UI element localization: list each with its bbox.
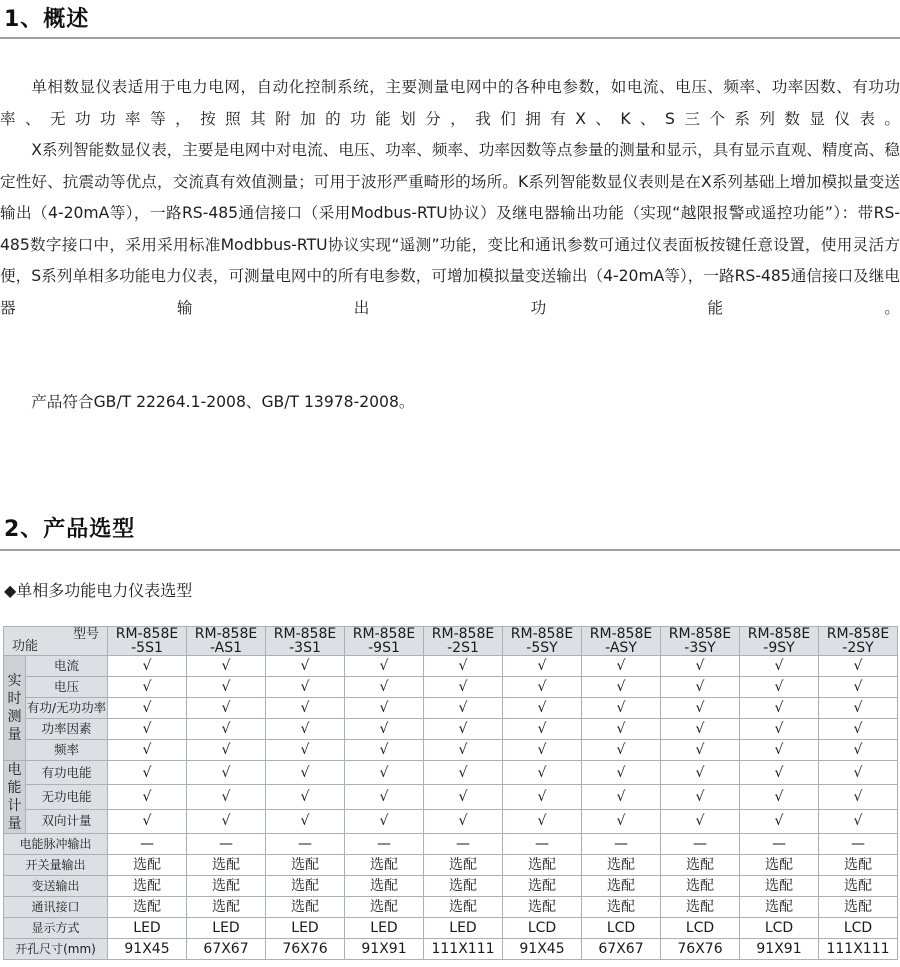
table-cell: 选配 [661,855,740,876]
table-cell: √ [740,656,819,677]
table-cell: LED [424,918,503,939]
table-cell: √ [266,719,345,740]
row-label: 开关量输出 [4,855,108,876]
table-cell: √ [503,809,582,833]
table-cell: 选配 [266,876,345,897]
table-cell: √ [819,719,898,740]
group-label-char: 能 [7,780,22,796]
paragraph-3: 产品符合GB/T 22264.1-2008、GB/T 13978-2008。 [31,393,415,411]
model-name: RM-858E [826,626,890,642]
table-cell: √ [187,698,266,719]
table-row [4,897,898,918]
table-cell: — [187,834,266,855]
table-cell: √ [266,677,345,698]
table-cell: √ [108,719,187,740]
table-cell: 111X111 [424,939,503,960]
table-cell: 91X91 [345,939,424,960]
model-selection-table [3,626,898,960]
table-cell: √ [424,761,503,785]
table-cell: √ [740,719,819,740]
table-row [4,677,898,698]
table-cell: 91X45 [503,939,582,960]
section-2-title: 2、产品选型 [4,517,136,542]
model-suffix: -2S1 [447,640,479,656]
table-cell: 选配 [661,897,740,918]
table-cell: 选配 [187,855,266,876]
table-cell: √ [819,698,898,719]
group-label-char: 电 [7,762,22,778]
table-cell: √ [108,656,187,677]
group-label-1 [4,656,26,761]
table-cell: 67X67 [582,939,661,960]
model-suffix: -AS1 [209,640,243,656]
table-row [4,939,898,960]
table-cell: LCD [740,918,819,939]
group-label-char: 计 [7,798,22,814]
table-cell: — [345,834,424,855]
table-cell: 67X67 [187,939,266,960]
table-row [4,834,898,855]
table-row [4,719,898,740]
row-label: 有功/无功功率 [26,698,108,719]
table-cell: √ [503,677,582,698]
row-label: 开孔尺寸(mm) [4,939,108,960]
group-label-char: 量 [7,816,22,832]
table-cell: 选配 [345,897,424,918]
table-cell: 选配 [266,897,345,918]
table-cell: √ [345,719,424,740]
row-label: 显示方式 [4,918,108,939]
table-cell: √ [345,740,424,761]
table-cell: 选配 [187,897,266,918]
table-cell: √ [503,761,582,785]
table-cell: √ [503,740,582,761]
paragraph-2: X系列智能数显仪表，主要是电网中对电流、电压、功率、频率、功率因数等点参量的测量和显示，具有显示直观、精度高、稳定性好、抗震动等优点，交流真有效值测量；可用于波形严重畸形的场所。K系列智能数显仪表则是在X系列基础上增加模拟量变送输出（4-20mA等），一路RS-485通信接口（采用Modbus-RTU协议）及继电器输出功能（实现“越限报警或遥控功能”）：带RS-485数字接口中，采用采用标准Modbbus-RTU协议实现“遥测”功能，变比和通讯参数可通过仪表面板按键任意设置，使用灵活方便，S系列单相多功能电力仪表，可测量电网中的所有电参数，可增加模拟量变送输出（4-20mA等），一路RS-485通信接口及继电器输出功能。 [0,141,900,317]
table-cell: 选配 [187,876,266,897]
row-label: 有功电能 [26,761,108,785]
model-name: RM-858E [431,626,495,642]
table-cell: — [819,834,898,855]
table-corner-cell [4,627,108,656]
table-cell: √ [740,698,819,719]
model-name: RM-858E [510,626,574,642]
table-cell: LED [108,918,187,939]
selection-subtitle: ◆单相多功能电力仪表选型 [4,581,193,600]
section-1-rule [0,37,900,39]
table-cell: 76X76 [266,939,345,960]
table-cell: — [503,834,582,855]
table-row [4,809,898,833]
section-1-title: 1、概述 [4,7,90,32]
model-header-10 [819,627,898,656]
table-cell: √ [740,785,819,809]
model-suffix: -3SY [684,640,716,656]
table-cell: 选配 [503,897,582,918]
section-2-rule [0,549,900,551]
table-cell: √ [424,677,503,698]
table-cell: LCD [819,918,898,939]
table-row [4,918,898,939]
model-name: RM-858E [273,626,337,642]
table-cell: — [740,834,819,855]
table-cell: √ [108,761,187,785]
table-cell: 选配 [740,855,819,876]
table-cell: √ [582,677,661,698]
table-cell: √ [582,719,661,740]
table-cell: 选配 [582,897,661,918]
table-cell: √ [108,698,187,719]
table-cell: √ [266,809,345,833]
model-header-2 [187,627,266,656]
table-cell: LCD [503,918,582,939]
table-cell: √ [108,785,187,809]
table-cell: LED [345,918,424,939]
model-header-8 [661,627,740,656]
table-cell: 选配 [108,897,187,918]
table-cell: √ [582,809,661,833]
table-cell: √ [187,740,266,761]
group-label-char: 量 [7,727,22,743]
table-cell: √ [266,785,345,809]
table-cell: √ [424,809,503,833]
row-label: 通讯接口 [4,897,108,918]
table-cell: √ [345,785,424,809]
table-header-row [4,627,898,656]
model-suffix: -5SY [526,640,558,656]
table-cell: √ [187,761,266,785]
table-cell: √ [266,761,345,785]
table-cell: 选配 [424,897,503,918]
table-cell: √ [740,677,819,698]
table-cell: 选配 [424,876,503,897]
table-cell: 91X45 [108,939,187,960]
model-suffix: -5S1 [131,640,163,656]
table-cell: √ [661,740,740,761]
model-suffix: -ASY [605,640,637,656]
table-cell: √ [819,809,898,833]
table-cell: √ [819,656,898,677]
table-cell: LED [187,918,266,939]
table-cell: √ [187,677,266,698]
model-header-6 [503,627,582,656]
table-cell: 选配 [819,855,898,876]
table-cell: 选配 [503,855,582,876]
table-row [4,656,898,677]
table-cell: √ [740,740,819,761]
model-name: RM-858E [668,626,732,642]
table-cell: 选配 [503,876,582,897]
row-label: 电流 [26,656,108,677]
table-cell: √ [819,785,898,809]
table-cell: √ [424,698,503,719]
table-cell: √ [819,761,898,785]
table-cell: √ [582,698,661,719]
table-cell: 选配 [661,876,740,897]
table-cell: 选配 [819,897,898,918]
table-cell: √ [108,677,187,698]
table-cell: √ [345,809,424,833]
model-header-4 [345,627,424,656]
row-label: 电压 [26,677,108,698]
model-header-3 [266,627,345,656]
table-cell: — [661,834,740,855]
model-name: RM-858E [589,626,653,642]
row-label: 无功电能 [26,785,108,809]
table-cell: √ [424,785,503,809]
model-suffix: -9SY [763,640,795,656]
table-cell: 选配 [740,876,819,897]
table-cell: — [266,834,345,855]
table-cell: √ [740,809,819,833]
table-cell: 76X76 [661,939,740,960]
model-header-1 [108,627,187,656]
table-cell: 选配 [108,855,187,876]
table-cell: √ [503,656,582,677]
table-cell: √ [503,719,582,740]
table-cell: √ [582,740,661,761]
group-label-char: 测 [7,709,22,725]
table-cell: √ [582,761,661,785]
model-name: RM-858E [194,626,258,642]
corner-model-label: 型号 [72,627,99,642]
table-cell: LCD [582,918,661,939]
table-cell: — [424,834,503,855]
table-cell: √ [108,809,187,833]
table-cell: √ [661,677,740,698]
table-cell: 选配 [266,855,345,876]
model-suffix: -2SY [842,640,874,656]
table-cell: √ [424,719,503,740]
table-cell: 选配 [582,855,661,876]
table-cell: √ [661,761,740,785]
table-cell: √ [661,719,740,740]
table-cell: 选配 [819,876,898,897]
group-label-char: 时 [7,691,22,707]
model-suffix: -3S1 [289,640,321,656]
table-row [4,785,898,809]
row-label: 变送输出 [4,876,108,897]
table-cell: — [582,834,661,855]
table-cell: √ [108,740,187,761]
group-label-2 [4,761,26,834]
table-cell: 选配 [740,897,819,918]
table-cell: LED [266,918,345,939]
table-cell: √ [345,656,424,677]
table-cell: 选配 [582,876,661,897]
table-cell: √ [661,809,740,833]
table-cell: 111X111 [819,939,898,960]
model-header-7 [582,627,661,656]
table-cell: √ [582,656,661,677]
table-cell: √ [345,698,424,719]
table-cell: 选配 [345,876,424,897]
model-name: RM-858E [747,626,811,642]
row-label: 频率 [26,740,108,761]
table-cell: √ [503,698,582,719]
table-cell: √ [345,761,424,785]
table-cell: √ [819,740,898,761]
table-cell: √ [266,656,345,677]
table-cell: √ [266,698,345,719]
row-label: 电能脉冲输出 [4,834,108,855]
model-name: RM-858E [352,626,416,642]
table-cell: √ [187,785,266,809]
row-label: 双向计量 [26,809,108,833]
table-row [4,761,898,785]
table-cell: √ [819,677,898,698]
table-cell: √ [582,785,661,809]
table-cell: LCD [661,918,740,939]
table-cell: 91X91 [740,939,819,960]
table-row [4,698,898,719]
table-cell: √ [187,719,266,740]
model-name: RM-858E [115,626,179,642]
table-cell: √ [740,761,819,785]
table-cell: √ [424,656,503,677]
table-cell: √ [661,785,740,809]
table-row [4,855,898,876]
table-cell: √ [661,698,740,719]
table-row [4,740,898,761]
model-suffix: -9S1 [368,640,400,656]
row-label: 功率因素 [26,719,108,740]
corner-function-label: 功能 [12,639,39,654]
table-cell: √ [503,785,582,809]
table-cell: √ [424,740,503,761]
table-cell: √ [661,656,740,677]
table-cell: 选配 [345,855,424,876]
table-cell: 选配 [108,876,187,897]
table-cell: — [108,834,187,855]
model-header-5 [424,627,503,656]
model-header-9 [740,627,819,656]
table-cell: √ [187,656,266,677]
table-row [4,876,898,897]
table-cell: √ [187,809,266,833]
table-cell: √ [266,740,345,761]
group-label-char: 实 [7,673,22,689]
table-cell: √ [345,677,424,698]
table-cell: 选配 [424,855,503,876]
paragraph-1: 单相数显仪表适用于电力电网，自动化控制系统，主要测量电网中的各种电参数，如电流、电压、频率、功率因数、有功功率、无功功率等，按照其附加的功能划分，我们拥有X、K、S三个系列数显仪表。 [0,78,900,128]
